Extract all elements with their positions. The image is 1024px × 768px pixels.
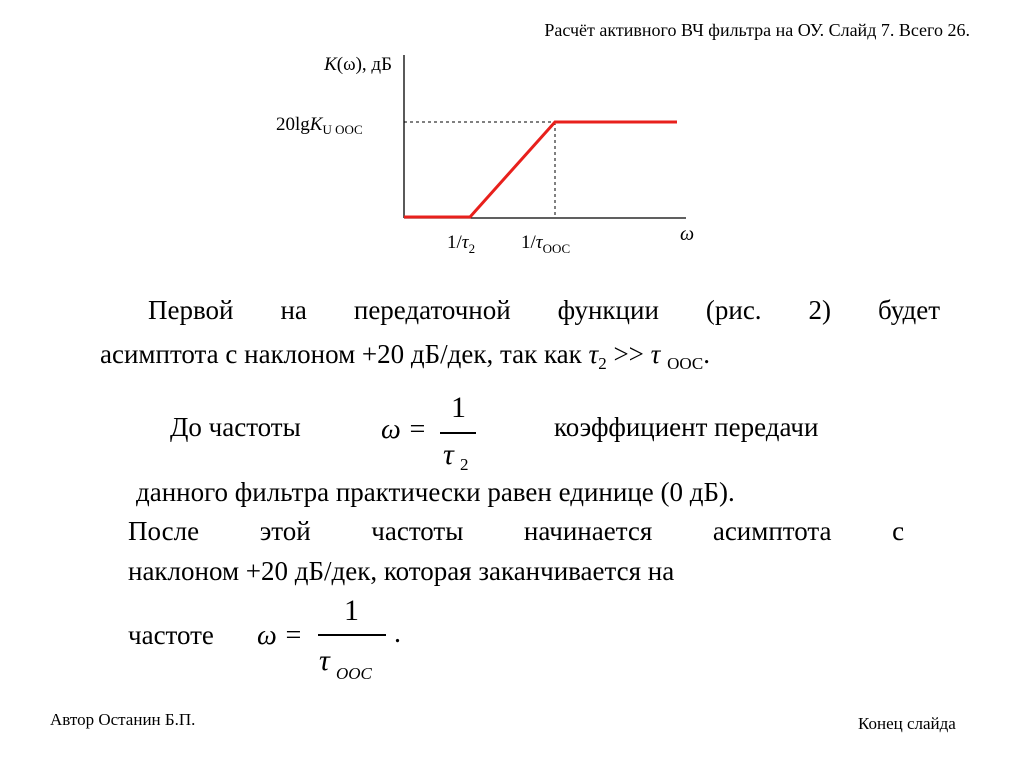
formula-lhs: ω =	[257, 620, 303, 651]
word: начинается	[523, 516, 653, 546]
y-axis-label: K(ω), дБ	[324, 54, 392, 75]
word: передаточной	[353, 295, 511, 325]
paragraph-line: наклоном +20 дБ/дек, которая заканчивается на	[128, 556, 675, 586]
paragraph-line: данного фильтра практически равен единице (0 дБ).	[136, 477, 735, 507]
word: с	[892, 516, 905, 546]
word: Первой	[148, 295, 234, 325]
formula-denominator: τ	[443, 438, 454, 471]
paragraph-line: асимптота с наклоном +20 дБ/дек, так как $\tau_2 >> \tau$ $_{ООС}$.	[100, 339, 710, 373]
formula-end-period: .	[394, 618, 401, 649]
word: После	[128, 516, 200, 546]
paragraph-line	[128, 512, 904, 551]
x-tick-label: $1/\tau_2$	[447, 232, 476, 256]
formula-lhs: ω =	[381, 414, 427, 445]
x-tick-label: $1/\tau_{ООС}$	[521, 232, 571, 256]
fraction-bar	[440, 432, 476, 434]
response-curve	[404, 122, 677, 217]
text-before-formula: До частоты	[170, 412, 301, 442]
frequency-response-chart	[0, 0, 1024, 300]
word: асимптота	[712, 516, 832, 546]
author-label: Автор Останин Б.П.	[50, 710, 196, 729]
formula-denominator: τ	[319, 644, 330, 677]
formula-denominator-sub: ООС	[336, 664, 372, 683]
formula-numerator: 1	[344, 594, 359, 627]
text-before-formula: частоте	[128, 620, 214, 650]
word: 2)	[808, 295, 832, 325]
text-after-formula: коэффициент передачи	[554, 412, 819, 442]
word: (рис.	[705, 295, 762, 325]
word: частоты	[371, 516, 464, 546]
x-axis-label: ω	[680, 223, 695, 245]
formula-denominator-sub: 2	[460, 455, 469, 474]
end-of-slide-label: Конец слайда	[858, 714, 956, 733]
word: этой	[259, 516, 311, 546]
formula-numerator: 1	[451, 391, 466, 424]
word: будет	[878, 295, 941, 325]
slide-header: Расчёт активного ВЧ фильтра на ОУ. Слайд 7. Всего 26.	[544, 20, 970, 40]
fraction-bar	[318, 634, 386, 636]
word: функции	[557, 295, 659, 325]
paragraph-line	[130, 291, 940, 330]
word: на	[280, 295, 307, 325]
level-label: 20lgK$_{U ООС}$	[276, 114, 363, 137]
